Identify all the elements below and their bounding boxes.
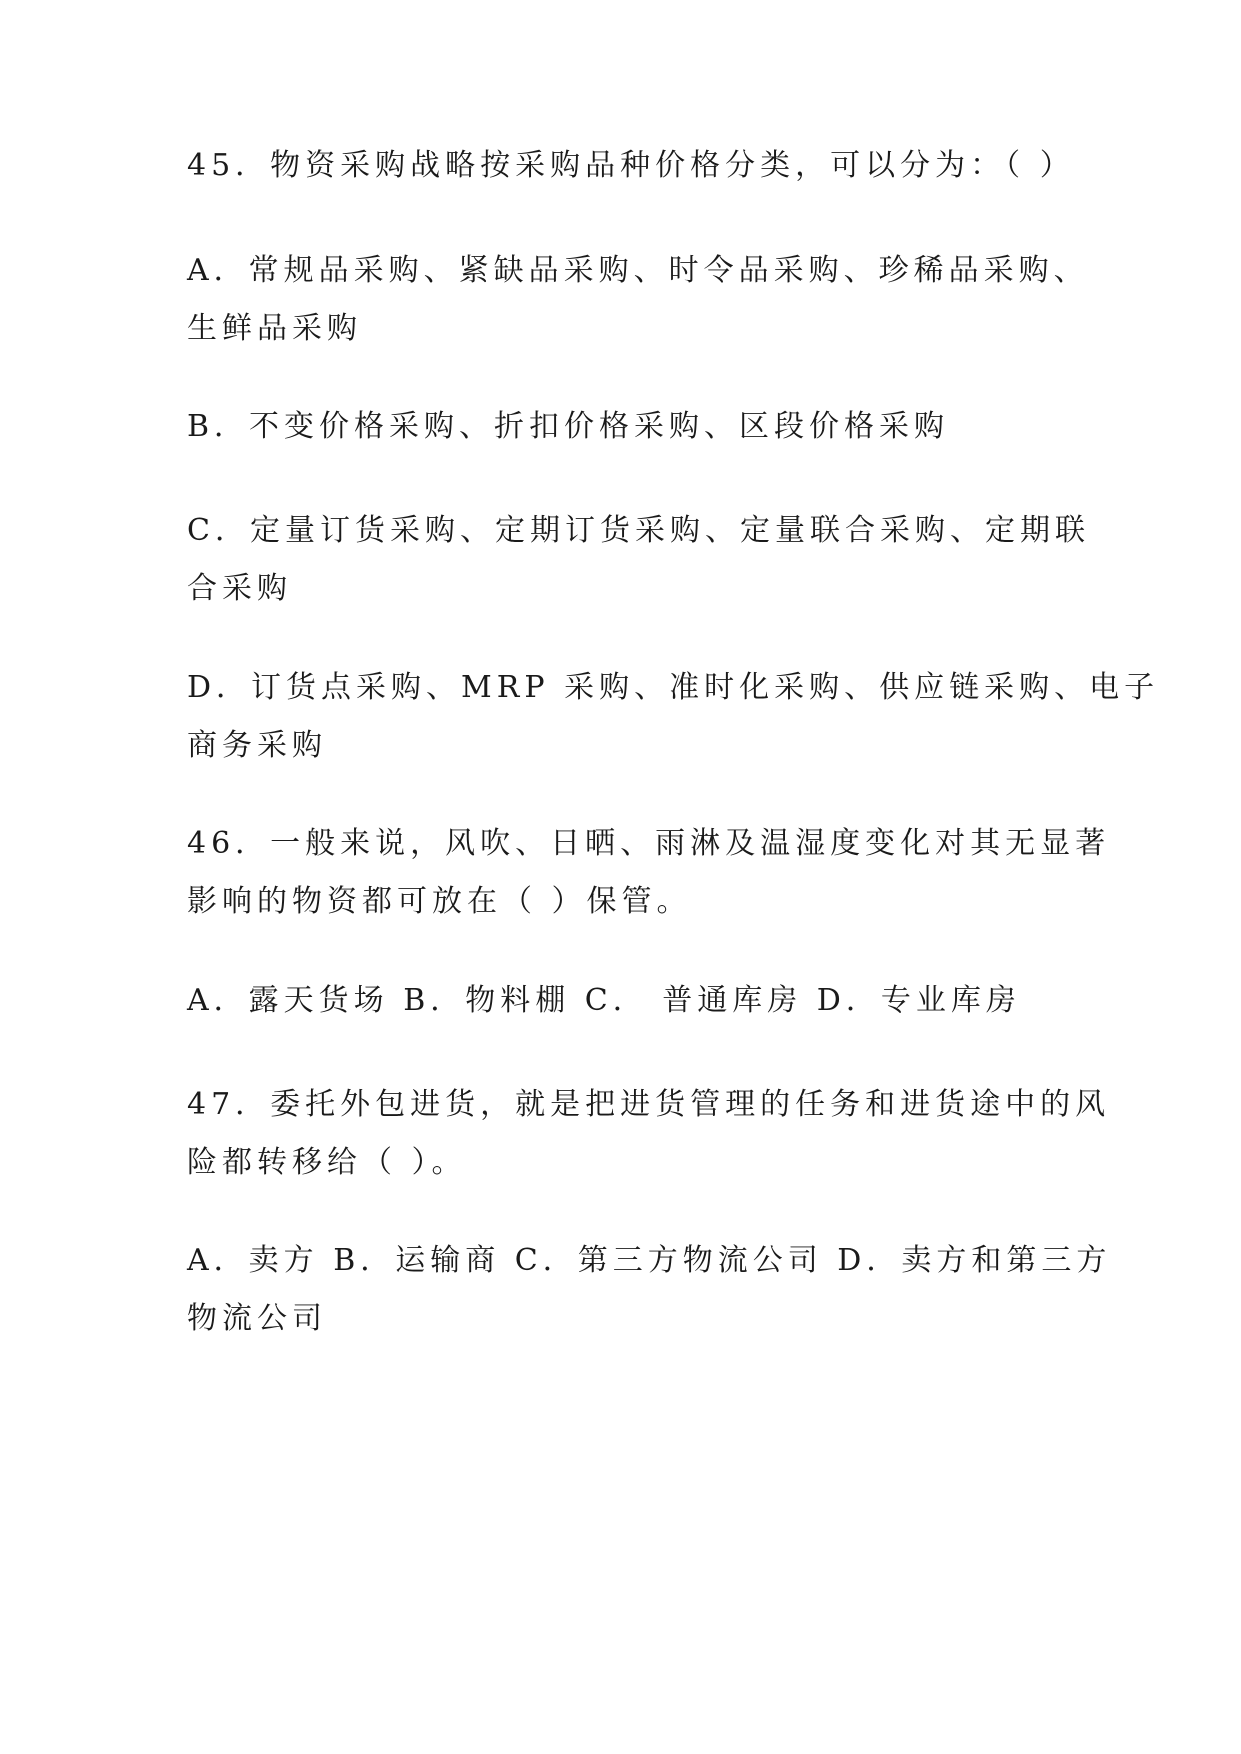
question-45-option-c xyxy=(187,502,1090,618)
text-line: B．不变价格采购、折扣价格采购、区段价格采购 xyxy=(187,409,950,444)
question-46-stem xyxy=(187,815,1111,931)
text-line: 商务采购 xyxy=(187,728,327,763)
text-line: 46．一般来说，风吹、日晒、雨淋及温湿度变化对其无显著 xyxy=(187,826,1111,861)
question-47-stem xyxy=(187,1076,1111,1192)
text-line: 生鲜品采购 xyxy=(187,311,362,346)
text-line: 47．委托外包进货，就是把进货管理的任务和进货途中的风 xyxy=(187,1087,1111,1122)
text-line: 险都转移给（ ）。 xyxy=(187,1145,467,1180)
text-line: A．常规品采购、紧缺品采购、时令品采购、珍稀品采购、 xyxy=(187,253,1089,288)
text-line: 影响的物资都可放在（ ）保管。 xyxy=(187,884,692,919)
question-45-option-d xyxy=(187,659,1160,775)
question-46-options xyxy=(187,972,1057,1030)
question-45-option-b xyxy=(187,398,1057,456)
text-line: A．露天货场 B．物料棚 C． 普通库房 D．专业库房 xyxy=(187,983,1021,1018)
text-line: A．卖方 B．运输商 C．第三方物流公司 D．卖方和第三方 xyxy=(187,1243,1112,1278)
text-line: 合采购 xyxy=(187,571,292,606)
text-line: D．订货点采购、MRP 采购、准时化采购、供应链采购、电子 xyxy=(187,670,1160,705)
text-line: 45．物资采购战略按采购品种价格分类，可以分为：（ ） xyxy=(187,148,1075,183)
question-45-option-a xyxy=(187,242,1089,358)
question-45-stem xyxy=(187,137,1075,195)
text-line: 物流公司 xyxy=(187,1301,327,1336)
question-47-options xyxy=(187,1232,1112,1348)
text-line: C．定量订货采购、定期订货采购、定量联合采购、定期联 xyxy=(187,513,1090,548)
